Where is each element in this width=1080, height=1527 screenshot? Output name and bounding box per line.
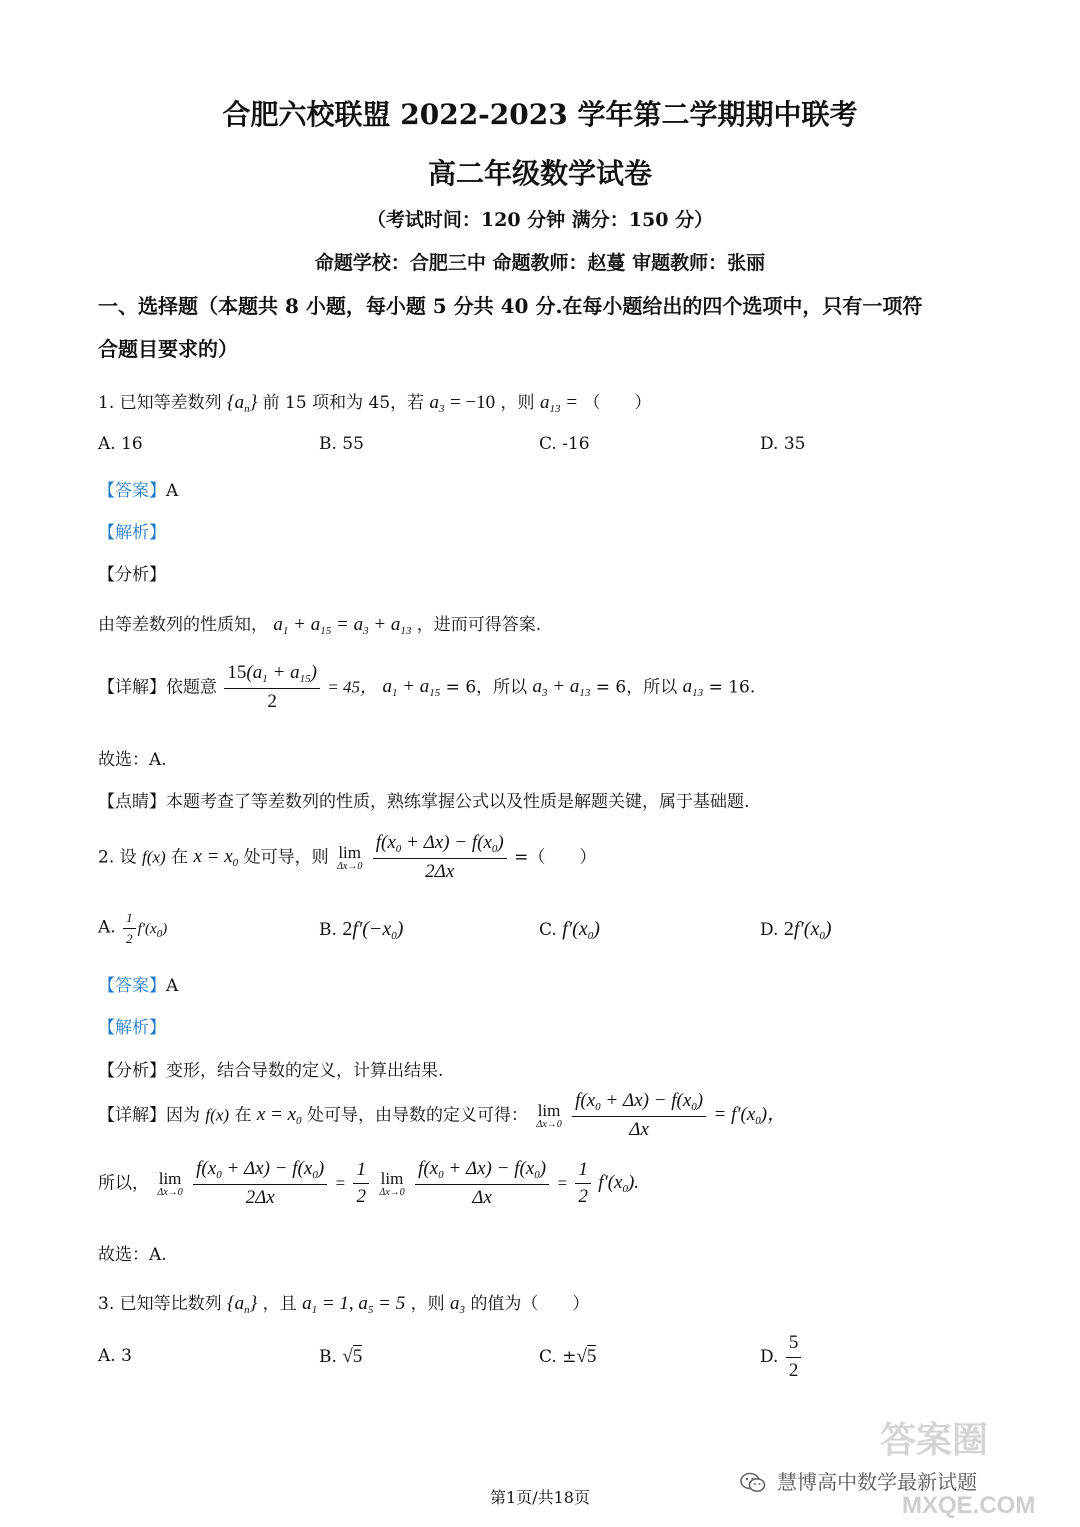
q2-detail: 【详解】因为 f(x) 在 $x = x_0$ 处可导，由导数的定义可得： lim Δx→0 $\frac{f(x_0 + \Delta x) - f(x_0)}{\Delta x}$ = $f'(x_0)$， — [98, 1090, 787, 1141]
q2-option-b: B. $2f'(-x_0)$ — [319, 918, 404, 942]
q2-so: 所以， lim Δx→0 $\frac{f(x_0 + \Delta x) - f(x_0)}{2\Delta x}$ = $\frac{1}{2}$ lim Δx→0 $\frac{f(x_0 + \Delta x) - f(x_0)}{\Delta x}$ = $\frac{1}{2}$ $f'(x_0)$. — [98, 1158, 640, 1209]
q2-option-d: D. $2f'(x_0)$ — [760, 918, 832, 942]
page-number: 第1页/共18页 — [490, 1488, 590, 1507]
q2-answer: 【答案】A — [98, 976, 179, 996]
q1-choose: 故选：A. — [98, 750, 167, 770]
site-watermark-logo: 答案圈 — [880, 1419, 989, 1460]
q1-comment: 【点睛】本题考查了等差数列的性质，熟练掌握公式以及性质是解题关键，属于基础题. — [98, 792, 750, 812]
q2-analysis-label: 【解析】 — [98, 1018, 166, 1038]
question-1-stem: 1. 已知等差数列 $\{a_n\}$ 前 15 项和为 45，若 $a_3 = -10$ ，则 $a_{13}$ = （ ） — [98, 392, 652, 415]
q1-fenxi-text: 由等差数列的性质知， $a_1 + a_{15} = a_3 + a_{13}$ ，进而可得答案. — [98, 614, 542, 637]
question-2-stem: 2. 设 f(x) 在 $x = x_0$ 处可导，则 lim Δx→0 $\frac{f(x_0 + \Delta x) - f(x_0)}{2\Delta x}$ =（ ） — [98, 832, 597, 883]
q1-option-a: A. 16 — [98, 434, 143, 454]
q3-option-b: B. √5 — [319, 1346, 363, 1367]
exam-subtitle: 高二年级数学试卷 — [427, 157, 652, 190]
q1-detail: 【详解】依题意 $\frac{15(a_1 + a_{15})}{2}$ = 45， $a_1 + a_{15} = 6$，所以 $a_3 + a_{13} = 6$，所以 $a_{13} = 16$. — [98, 662, 756, 713]
exam-info: （考试时间：120 分钟 满分：150 分） — [366, 209, 714, 231]
watermark: 慧博高中数学最新试题 — [740, 1466, 977, 1498]
exam-title: 合肥六校联盟 2022-2023 学年第二学期期中联考 — [222, 98, 858, 131]
question-3-stem: 3. 已知等比数列 $\{a_n\}$ ，且 $a_1 = 1$, $a_5 = 5$ ，则 $a_3$ 的值为（ ） — [98, 1293, 590, 1316]
q1-fenxi-label: 【分析】 — [98, 565, 166, 585]
q1-option-d: D. 35 — [760, 434, 806, 454]
section-heading-line1: 一、选择题（本题共 8 小题，每小题 5 分共 40 分.在每小题给出的四个选项中，只有一项符 — [98, 294, 923, 318]
q1-option-b: B. 55 — [319, 434, 364, 454]
q2-option-a: A. $\frac{1}{2}$ $f'(x_0)$ — [98, 910, 168, 946]
q1-answer: 【答案】A — [98, 481, 179, 501]
site-watermark-url: MXQE.COM — [902, 1492, 1036, 1519]
q2-option-c: C. $f'(x_0)$ — [539, 918, 600, 942]
q1-option-c: C. -16 — [539, 434, 590, 454]
exam-authors: 命题学校：合肥三中 命题教师：赵蔓 审题教师：张丽 — [314, 252, 766, 274]
q3-option-a: A. 3 — [98, 1346, 132, 1366]
section-heading-line2: 合题目要求的） — [98, 337, 238, 361]
q2-choose: 故选：A. — [98, 1245, 167, 1265]
q3-option-d: D. $\frac{5}{2}$ — [760, 1332, 803, 1383]
q3-option-c: C. ±√5 — [539, 1346, 597, 1367]
q2-fenxi: 【分析】变形，结合导数的定义，计算出结果. — [98, 1061, 444, 1081]
q1-analysis-label: 【解析】 — [98, 523, 166, 543]
